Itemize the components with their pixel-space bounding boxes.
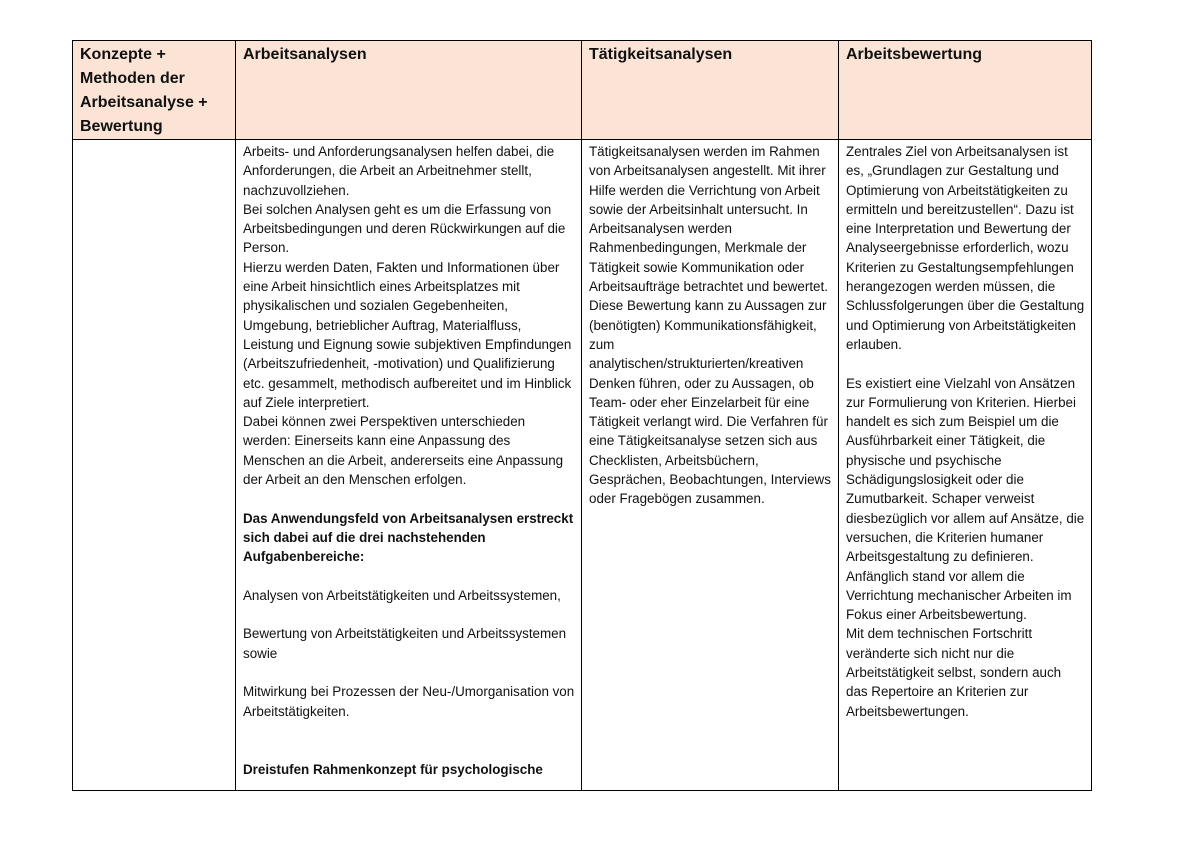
rahmenkonzept-heading: Dreistufen Rahmenkonzept für psychologische — [243, 761, 543, 777]
arbeitsbewertung-paragraph-1: Zentrales Ziel von Arbeitsanalysen ist es, „Grundlagen zur Gestaltung und Optimierung von Arbeitstätigkeiten zu ermitteln und bereitzustellen“. Dazu ist eine Interpretation und Bewertung der Analyseergebnisse erforderlich, wozu Kriterien zu Gestaltungsempfehlungen herangezogen werden müssen, die Schlussfolgerungen über die Gestaltung und Optimierung von Arbeitstätigkeiten erlauben. — [846, 144, 1085, 352]
cell-arbeitsbewertung — [839, 140, 1092, 791]
arbeitsbewertung-paragraph-2: Es existiert eine Vielzahl von Ansätzen zur Formulierung von Kriterien. Hierbei handelt es sich zum Beispiel um die Ausführbarkeit einer Tätigkeit, die physische und psychische Schädigungslosigkeit oder die Zumutbarkeit. Schaper verweist diesbezüglich vor allem auf Ansätze, die versuchen, die Kriterien humaner Arbeitsgestaltung zu definieren. — [846, 375, 1085, 565]
cell-konzepte — [73, 140, 236, 791]
arbeitsbewertung-paragraph-4: Mit dem technischen Fortschritt veränderte sich nicht nur die Arbeitstätigkeit selbst, sondern auch das Repertoire an Kriterien zur Arbeitsbewertungen. — [846, 626, 1062, 719]
arbeitsanalysen-paragraph-1: Arbeits- und Anforderungsanalysen helfen dabei, die Anforderungen, die Arbeit an Arbeitnehmer stellt, nachzuvollziehen. — [243, 144, 555, 198]
aufgabenbereich-item-1: Analysen von Arbeitstätigkeiten und Arbeitssystemen, — [243, 587, 561, 603]
cell-taetigkeitsanalysen — [582, 140, 839, 791]
table-header-row — [73, 41, 1092, 140]
header-arbeitsanalysen: Arbeitsanalysen — [236, 41, 582, 140]
taetigkeitsanalysen-paragraph: Tätigkeitsanalysen werden im Rahmen von Arbeitsanalysen angestellt. Mit ihrer Hilfe werden die Verrichtung von Arbeit sowie der Arbeitsinhalt untersucht. In Arbeitsanalysen werden Rahmenbedingungen, Merkmale der Tätigkeit sowie Kommunikation oder Arbeitsaufträge betrachtet und bewertet. Diese Bewertung kann zu Aussagen zur (benötigten) Kommunikationsfähigkeit, zum analytischen/strukturierten/kreativen Denken führen, oder zu Aussagen, ob Team- oder eher Einzelarbeit für eine Tätigkeit verlangt wird. Die Verfahren für eine Tätigkeitsanalyse setzen sich aus Checklisten, Arbeitsbüchern, Gesprächen, Beobachtungen, Interviews oder Fragebögen zusammen. — [589, 144, 831, 507]
anwendungsfeld-heading: Das Anwendungsfeld von Arbeitsanalysen erstreckt sich dabei auf die drei nachstehenden Aufgabenbereiche: — [243, 510, 574, 565]
aufgabenbereich-item-3: Mitwirkung bei Prozessen der Neu-/Umorganisation von Arbeitstätigkeiten. — [243, 684, 575, 719]
cell-arbeitsanalysen — [236, 140, 582, 791]
arbeitsanalysen-paragraph-2: Bei solchen Analysen geht es um die Erfassung von Arbeitsbedingungen und deren Rückwirkungen auf die Person. — [243, 201, 566, 256]
concept-table — [72, 40, 1092, 791]
arbeitsbewertung-paragraph-3: Anfänglich stand vor allem die Verrichtung mechanischer Arbeiten im Fokus einer Arbeitsbewertung. — [846, 568, 1072, 623]
header-arbeitsbewertung: Arbeitsbewertung — [839, 41, 1092, 140]
header-konzepte: Konzepte + Methoden der Arbeitsanalyse + Bewertung — [73, 41, 236, 140]
arbeitsanalysen-paragraph-3: Hierzu werden Daten, Fakten und Informationen über eine Arbeit hinsichtlich eines Arbeitsplatzes mit physikalischen und sozialen Gegebenheiten, Umgebung, betrieblicher Auftrag, Materialfluss, Leistung und Eignung sowie subjektiven Empfindungen (Arbeitszufriedenheit, -motivation) und Qualifizierung etc. gesammelt, methodisch aufbereitet und im Hinblick auf Ziele interpretiert. — [243, 259, 572, 410]
aufgabenbereich-item-2: Bewertung von Arbeitstätigkeiten und Arbeitssystemen sowie — [243, 626, 567, 661]
header-taetigkeitsanalysen: Tätigkeitsanalysen — [582, 41, 839, 140]
table-body-row — [73, 140, 1092, 791]
arbeitsanalysen-paragraph-4: Dabei können zwei Perspektiven unterschieden werden: Einerseits kann eine Anpassung des Menschen an die Arbeit, andererseits eine Anpassung der Arbeit an den Menschen erfolgen. — [243, 414, 564, 488]
